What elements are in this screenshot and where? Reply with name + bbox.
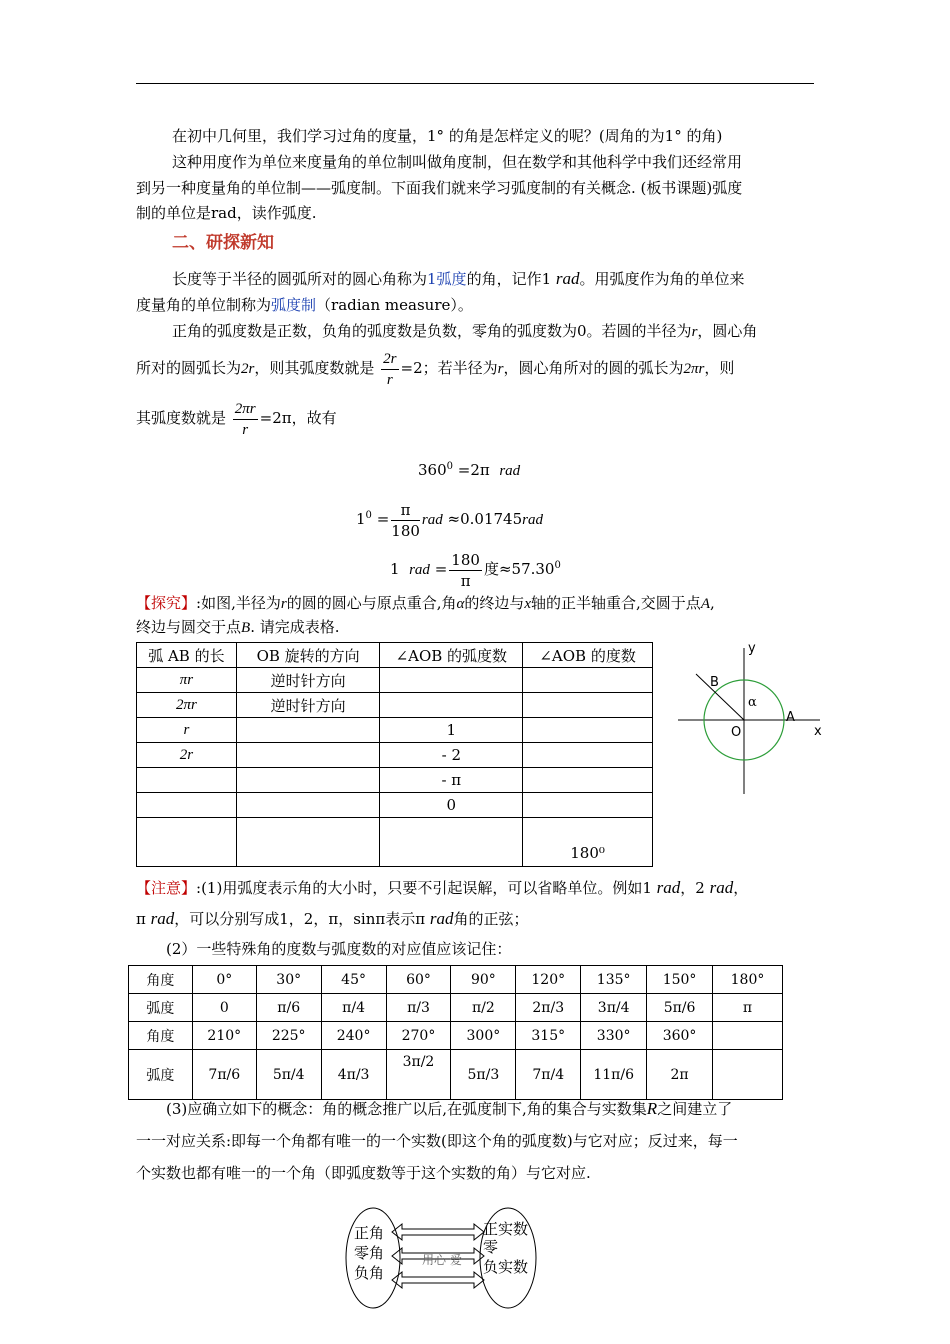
table-row	[129, 1050, 783, 1100]
table-cell: 4π/3	[321, 1050, 386, 1100]
note-line-3: (2）一些特殊角的度数与弧度数的对应值应该记住：	[166, 940, 512, 958]
table-cell	[523, 793, 653, 818]
table-cell	[523, 668, 653, 693]
intro-line-2: 这种用度作为单位来度量角的单位制叫做角度制，但在数学和其他科学中我们还经常用	[172, 153, 743, 171]
table-cell: 5π/3	[451, 1050, 516, 1100]
header-rule	[136, 83, 814, 84]
explore-tag: 【探究】	[136, 594, 197, 612]
table-cell: 0°	[192, 966, 256, 994]
label-zero-real: 零	[483, 1238, 499, 1256]
table-cell	[236, 793, 380, 818]
concept-line-2: 一一对应关系:即每一个角都有唯一的一个实数(即这个角的弧度数)与它对应；反过来，每一	[136, 1132, 738, 1150]
table-cell: 315°	[516, 1022, 581, 1050]
note-line-2: π rad，可以分别写成1，2，π，sinπ表示π rad角的正弦；	[136, 909, 529, 928]
definition-line-1: 长度等于半径的圆弧所对的圆心角称为1弧度的角，记作1 rad。用弧度作为角的单位来	[172, 269, 745, 288]
table-cell	[236, 768, 380, 793]
formula-one-degree: $1^0$ = $\frac{\pi}{180}$ rad ≈0.01745rad	[356, 500, 543, 540]
table-cell	[380, 818, 523, 867]
explore-line-2: 终边与圆交于点B. 请完成表格.	[136, 618, 340, 636]
table-cell: 30°	[256, 966, 321, 994]
table-cell	[523, 743, 653, 768]
table-cell	[380, 668, 523, 693]
table-cell: 5π/6	[647, 994, 713, 1022]
table-row	[129, 966, 783, 994]
table-cell: 7π/6	[192, 1050, 256, 1100]
table-cell: 90°	[451, 966, 516, 994]
alpha-label: α	[748, 695, 757, 710]
table-row	[137, 718, 653, 743]
table-cell	[236, 718, 380, 743]
intro-line-4: 制的单位是rad，读作弧度.	[136, 204, 317, 222]
table-cell: 角度	[129, 966, 193, 994]
origin-label: O	[731, 725, 742, 740]
label-negative-angle: 负角	[354, 1264, 385, 1282]
table-row	[137, 818, 653, 867]
table-cell: π/2	[451, 994, 516, 1022]
table-cell: π/4	[321, 994, 386, 1022]
table-cell: 150°	[647, 966, 713, 994]
section-title: 二、研探新知	[172, 233, 274, 253]
table-cell	[523, 718, 653, 743]
special-angles-table	[128, 965, 783, 1100]
table-row	[137, 643, 653, 668]
table-cell: 0	[380, 793, 523, 818]
table-cell: - π	[380, 768, 523, 793]
table-cell	[713, 1022, 783, 1050]
table-cell: 3π/4	[581, 994, 647, 1022]
x-label: x	[814, 724, 822, 739]
arrow-top	[392, 1224, 484, 1240]
table-cell: 225°	[256, 1022, 321, 1050]
concept-line-1: (3)应确立如下的概念：角的概念推广以后,在弧度制下,角的集合与实数集R之间建立了	[166, 1099, 733, 1118]
formula-360: $360^0 =2\pi$ rad	[418, 461, 521, 479]
table-cell: πr	[137, 668, 237, 693]
table-cell: 2π/3	[516, 994, 581, 1022]
definition-line-4: 所对的圆弧长为2r，则其弧度数就是 $\frac{2r}{r}$ =2；若半径为r，圆心角所对的圆的弧长为2πr，则	[136, 350, 735, 388]
table-cell	[380, 693, 523, 718]
table-row	[137, 768, 653, 793]
table-cell: 逆时针方向	[236, 668, 380, 693]
table-header: 弧 AB 的长	[137, 643, 237, 668]
table-row	[129, 1022, 783, 1050]
table-row	[137, 743, 653, 768]
table-cell: 2π	[647, 1050, 713, 1100]
table-cell	[523, 768, 653, 793]
term-radian-measure: 弧度制	[271, 296, 317, 314]
mapping-diagram	[340, 1204, 550, 1312]
watermark: 用心 爱	[422, 1253, 462, 1267]
table-row	[137, 793, 653, 818]
table-cell: 逆时针方向	[236, 693, 380, 718]
term-one-radian: 1弧度	[427, 270, 467, 288]
table-cell: r	[137, 718, 237, 743]
table-cell: 270°	[386, 1022, 451, 1050]
label-positive-real: 正实数	[483, 1220, 529, 1238]
table-cell: 330°	[581, 1022, 647, 1050]
label-positive-angle: 正角	[354, 1224, 385, 1242]
intro-line-1: 在初中几何里，我们学习过角的度量，1° 的角是怎样定义的呢？(周角的为1° 的角)	[172, 127, 723, 145]
table-cell: 11π/6	[581, 1050, 647, 1100]
table-cell: 60°	[386, 966, 451, 994]
definition-line-5: 其弧度数就是 $\frac{2\pi r}{r}$ =2π，故有	[136, 400, 337, 438]
note-tag: 【注意】	[136, 879, 197, 897]
table-cell: 180°	[713, 966, 783, 994]
point-b-label: B	[710, 675, 719, 690]
table-cell: 120°	[516, 966, 581, 994]
table-cell	[713, 1050, 783, 1100]
table-row	[137, 668, 653, 693]
table-cell: 210°	[192, 1022, 256, 1050]
table-header: ∠AOB 的弧度数	[380, 643, 523, 668]
table-cell	[236, 818, 380, 867]
table-cell	[137, 768, 237, 793]
table-cell: 240°	[321, 1022, 386, 1050]
table-cell: 360°	[647, 1022, 713, 1050]
table-cell: 7π/4	[516, 1050, 581, 1100]
arrow-bottom	[392, 1272, 484, 1288]
table-cell: 2πr	[137, 693, 237, 718]
table-row	[137, 693, 653, 718]
table-cell: 45°	[321, 966, 386, 994]
point-a-label: A	[786, 710, 795, 725]
unit-circle-figure	[670, 638, 830, 798]
table-cell: 弧度	[129, 994, 193, 1022]
table-header: OB 旋转的方向	[236, 643, 380, 668]
intro-line-3: 到另一种度量角的单位制——弧度制。下面我们就来学习弧度制的有关概念. (板书课题)弧度	[136, 179, 743, 197]
table-cell: 300°	[451, 1022, 516, 1050]
table-cell	[137, 793, 237, 818]
table-row	[129, 994, 783, 1022]
table-header: ∠AOB 的度数	[523, 643, 653, 668]
label-negative-real: 负实数	[483, 1258, 529, 1276]
concept-line-3: 个实数也都有唯一的一个角（即弧度数等于这个实数的角）与它对应.	[136, 1164, 591, 1182]
table-cell: 弧度	[129, 1050, 193, 1100]
table-cell	[137, 818, 237, 867]
table-cell: 135°	[581, 966, 647, 994]
table-cell: 3π/2	[386, 1050, 451, 1100]
table-cell: π/6	[256, 994, 321, 1022]
table-cell: 2r	[137, 743, 237, 768]
table-cell: π/3	[386, 994, 451, 1022]
explore-line-1: 【探究】:如图,半径为r的圆的圆心与原点重合,角α的终边与x轴的正半轴重合,交圆于点A,	[136, 594, 715, 612]
table-cell: 0	[192, 994, 256, 1022]
table-cell	[236, 743, 380, 768]
table-cell: 角度	[129, 1022, 193, 1050]
definition-line-3: 正角的弧度数是正数，负角的弧度数是负数，零角的弧度数为0。若圆的半径为r，圆心角	[172, 322, 758, 340]
definition-line-2: 度量角的单位制称为弧度制（radian measure）。	[136, 296, 473, 314]
table-cell: 5π/4	[256, 1050, 321, 1100]
y-label: y	[748, 641, 756, 656]
table-cell: 1	[380, 718, 523, 743]
table-cell: - 2	[380, 743, 523, 768]
formula-one-rad: 1 rad = $\frac{180}{\pi}$ 度$\approx 57.30^0$	[390, 550, 561, 590]
note-line-1: 【注意】:(1)用弧度表示角的大小时，只要不引起误解，可以省略单位。例如1 rad，2 rad，	[136, 878, 749, 897]
arc-table	[136, 642, 653, 867]
table-cell: 180⁰	[523, 818, 653, 867]
table-cell	[523, 693, 653, 718]
label-zero-angle: 零角	[354, 1244, 385, 1262]
table-cell: π	[713, 994, 783, 1022]
